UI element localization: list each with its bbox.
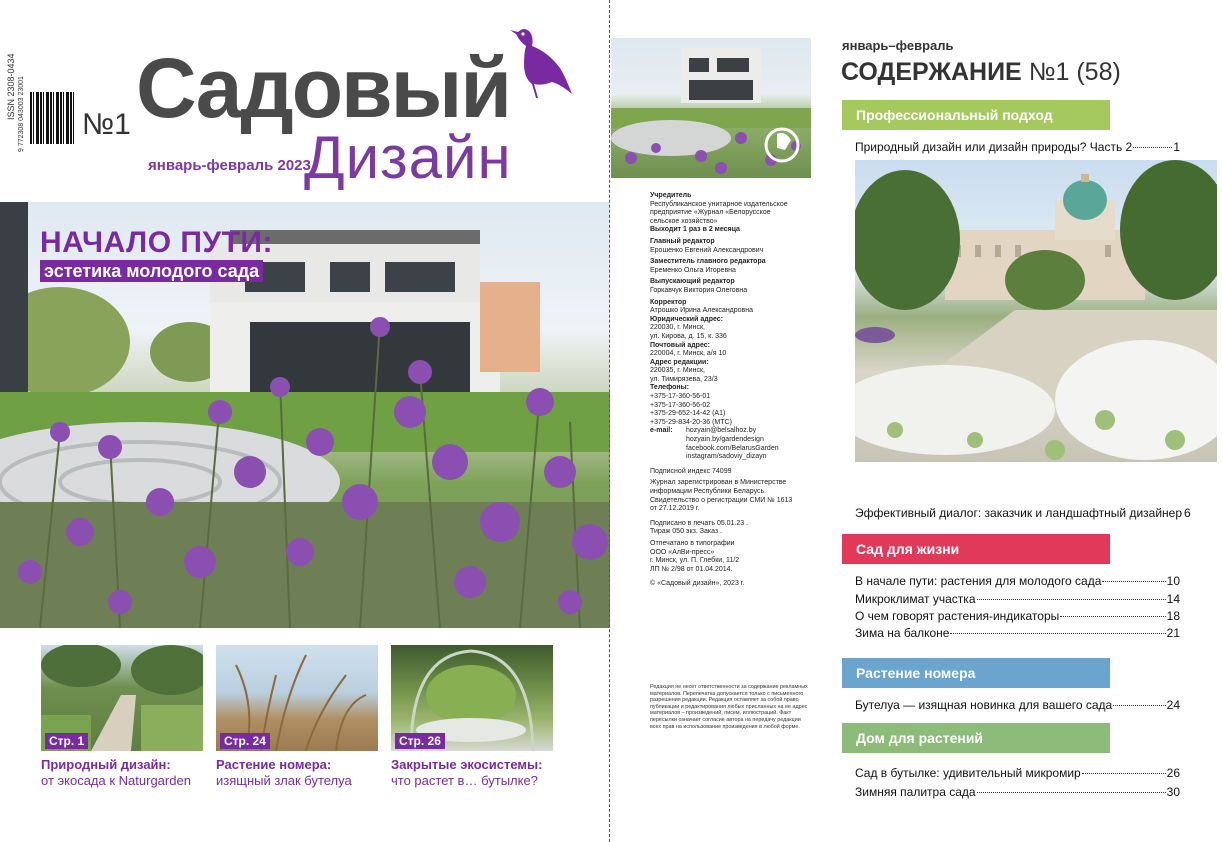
toc-leader <box>977 792 1166 793</box>
toc-item-title: В начале пути: растения для молодого сада <box>855 574 1102 588</box>
imprint-text: Атрошко Ирина Александровна <box>650 307 754 315</box>
teaser-title: Растение номера: <box>216 757 332 772</box>
teaser-photo-3 <box>391 645 553 751</box>
teaser-page-tag: Стр. 1 <box>45 733 88 749</box>
toc-item-title: Зимняя палитра сада <box>855 785 976 799</box>
toc-month: январь–февраль <box>842 38 954 53</box>
imprint-text: Свидетельство о регистрации СМИ № 1613 <box>650 496 793 504</box>
barcode <box>30 92 74 144</box>
teaser-subtitle: что растет в… бутылке? <box>391 773 538 788</box>
magazine-logo-line2: Дизайн <box>304 124 512 191</box>
bird-logo-icon <box>508 24 574 102</box>
email-address[interactable]: hozyain@belsalhoz.by <box>686 427 757 435</box>
imprint-text: Тираж 050 экз. Заказ . <box>650 528 722 536</box>
bird-emblem-icon <box>763 126 801 164</box>
imprint-label: Корректор <box>650 298 687 306</box>
toc-leader <box>950 633 1165 634</box>
toc-item-title: Зима на балконе <box>855 626 950 640</box>
imprint-label: Учредитель <box>650 192 692 199</box>
toc-section-garden-for-life: Сад для жизни <box>842 534 1110 564</box>
imprint-label: Юридический адрес: <box>650 315 723 323</box>
teaser-subtitle: изящный злак бутелуа <box>216 773 352 788</box>
cover-subheadline: эстетика молодого сада <box>40 260 263 282</box>
teaser-title: Закрытые экосистемы: <box>391 757 543 772</box>
teaser-page-tag: Стр. 24 <box>220 733 270 749</box>
toc-item[interactable] <box>855 766 1180 782</box>
imprint-text: Горкавчук Виктория Олеговна <box>650 286 748 294</box>
toc-item[interactable] <box>855 140 1180 156</box>
toc-item-page: 6 <box>1184 506 1191 520</box>
toc-leader <box>1060 616 1165 617</box>
toc-item-title: О чем говорят растения-индикаторы <box>855 609 1060 623</box>
disclaimer-text: Редакция не несет ответственности за содержание рекламных материалов. Перепечатка допускается только с письменного разрешения редакции. Редакция оставляет за собой право публикации и редактирования любых присланных на ее адрес материалов – произведений, писем, иллюстраций. Факт пересылки означает согласие автора на передачу редакции всех прав на использование произведения в любой форме. <box>650 684 808 730</box>
imprint-text: Подписной индекс 74099 <box>650 467 732 475</box>
toc-section-house-for-plants: Дом для растений <box>842 723 1110 753</box>
toc-item[interactable] <box>855 626 1180 642</box>
web-link[interactable]: instagram/sadoviy_dizayn <box>686 453 767 461</box>
imprint-label: Выпускающий редактор <box>650 278 735 286</box>
phone-number: +375-29-834-20-36 (МТС) <box>650 418 732 426</box>
toc-item-page: 26 <box>1166 766 1180 780</box>
toc-issue-number: №1 (58) <box>1028 58 1121 86</box>
imprint-text: Отпечатано в типографии <box>650 539 735 547</box>
toc-item-page: 10 <box>1166 574 1180 588</box>
imprint-text: Выходит 1 раз в 2 месяца <box>650 226 740 234</box>
imprint-label: Телефоны: <box>650 384 689 392</box>
imprint-text: 220004, г. Минск, а/я 10 <box>650 350 727 358</box>
imprint-photo <box>611 38 811 178</box>
imprint-text: Журнал зарегистрирован в Министерстве <box>650 479 787 487</box>
toc-item-title: Сад в бутылке: удивительный микромир <box>855 766 1081 780</box>
magazine-logo-line1: Садовый <box>136 41 511 135</box>
toc-title-bold: СОДЕРЖАНИЕ <box>841 58 1022 86</box>
imprint-label: Адрес редакции: <box>650 358 709 366</box>
toc-item-page: 30 <box>1166 785 1180 799</box>
copyright: © «Садовый дизайн», 2023 г. <box>650 580 745 588</box>
imprint-text: Подписано в печать 05.01.23 . <box>650 519 749 527</box>
toc-item-page: 21 <box>1166 626 1180 640</box>
teaser-photo-1 <box>41 645 203 751</box>
imprint-text: Ерошенко Евгений Александрович <box>650 246 764 254</box>
toc-section-plant-of-issue: Растение номера <box>842 658 1110 688</box>
imprint-text: ул. Тимирязева, 23/3 <box>650 375 718 383</box>
imprint-text: Республиканское унитарное издательское <box>650 200 788 208</box>
toc-item-page: 18 <box>1166 609 1180 623</box>
teaser-title: Природный дизайн: <box>41 757 171 772</box>
toc-leader <box>977 599 1166 600</box>
toc-section-professional: Профессиональный подход <box>842 100 1110 130</box>
page-fold-line <box>609 0 610 842</box>
imprint-text: информации Республики Беларусь. <box>650 488 767 495</box>
issn-label: ISSN 2308-0434 <box>6 53 16 120</box>
phone-number: +375-17-360-56-02 <box>650 401 711 409</box>
imprint-text: 220035, г. Минск, <box>650 367 705 375</box>
toc-item-page: 24 <box>1166 698 1180 712</box>
toc-item-page: 1 <box>1173 140 1180 154</box>
barcode-digits: 9 772308 043003 23001 <box>18 76 25 152</box>
toc-item[interactable] <box>855 574 1180 590</box>
toc-item-title: Бутелуа — изящная новинка для вашего сада <box>855 698 1113 712</box>
teaser-page-tag: Стр. 26 <box>395 733 445 749</box>
toc-leader <box>1133 147 1172 148</box>
imprint-text: Еременко Ольга Игоревна <box>650 266 736 274</box>
toc-item[interactable] <box>855 785 1180 801</box>
issue-number: №1 <box>82 108 131 141</box>
cover-headline: НАЧАЛО ПУТИ: <box>40 226 273 259</box>
toc-item-title: Микроклимат участка <box>855 592 976 606</box>
imprint-text: ООО «АлВи-пресс» <box>650 548 715 556</box>
toc-title <box>841 58 1121 87</box>
imprint-text: г. Минск, ул. П. Глебки, 11/2 <box>650 557 740 565</box>
imprint-label: Главный редактор <box>650 237 715 245</box>
email-label: e-mail: <box>650 427 673 435</box>
toc-leader <box>1102 581 1165 582</box>
imprint-text: предприятие «Журнал «Белорусское <box>650 209 771 217</box>
imprint-text: ЛП № 2/98 от 01.04.2014. <box>650 565 733 573</box>
imprint-text: ул. Кирова, д. 15, к. 336 <box>650 332 727 340</box>
toc-item-title: Природный дизайн или дизайн природы? Часть 2 <box>855 140 1133 154</box>
toc-item-title: Эффективный диалог: заказчик и ландшафтный дизайнер <box>855 506 1182 520</box>
teaser-subtitle: от экосада к Naturgarden <box>41 773 191 788</box>
toc-photo <box>855 160 1217 462</box>
toc-item[interactable] <box>855 592 1180 608</box>
cover-date: январь-февраль 2023 <box>148 157 311 174</box>
toc-leader <box>1113 705 1165 706</box>
phone-number: +375-29-652-14-42 (А1) <box>650 410 726 418</box>
toc-item[interactable] <box>855 609 1180 625</box>
imprint-label: Заместитель главного редактора <box>650 258 766 266</box>
imprint-block <box>650 192 820 589</box>
web-link[interactable]: facebook.com/BelarusGarden <box>686 444 779 452</box>
imprint-text: 220030, г. Минск, <box>650 324 705 332</box>
phone-number: +375-17-360-56-01 <box>650 393 711 401</box>
toc-item-page: 14 <box>1166 592 1180 606</box>
imprint-text: от 27.12.2019 г. <box>650 505 700 513</box>
imprint-text: сельское хозяйство» <box>650 217 718 225</box>
toc-item[interactable] <box>855 506 1191 522</box>
web-link[interactable]: hozyain.by/gardendesign <box>686 436 764 444</box>
teaser-photo-2 <box>216 645 378 751</box>
toc-leader <box>1082 773 1166 774</box>
imprint-label: Почтовый адрес: <box>650 341 710 349</box>
toc-item[interactable] <box>855 698 1180 714</box>
